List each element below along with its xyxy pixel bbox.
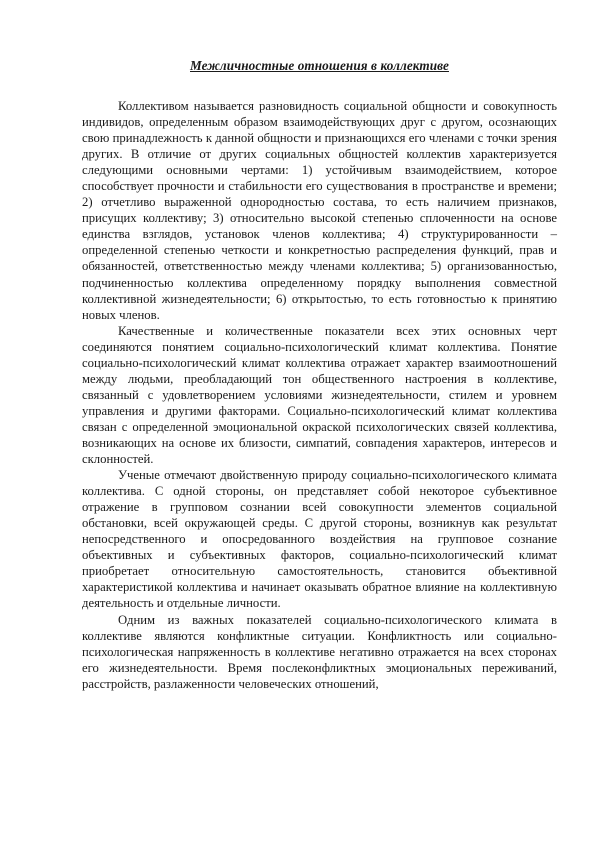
paragraph-dual-nature: Ученые отмечают двойственную природу социально-психологического климата коллектива. С одной стороны, он представляет собой некоторое субъективное отражение в групповом сознании всей совокупности элементов социальной обстановки, всей окружающей среды. С другой стороны, возникнув как результат непосредственного и опосредованного воздействия на групповое сознание объективных и субъективных факторов, социально-психологический климат приобретает относительную самостоятельность, становится объективной характеристикой коллектива и начинает оказывать обратное влияние на коллективную деятельность и отдельные личности. (82, 468, 557, 611)
paragraph-psychological-climate: Качественные и количественные показатели всех этих основных черт соединяются понятием социально-психологический климат коллектива. Понятие социально-психологический климат коллектива отражает характер взаимоотношений между людьми, преобладающий тон общественного настроения в коллективе, связанный с удовлетворением условиями жизнедеятельности, стилем и уровнем управления и другими факторами. Социально-психологический климат коллектива связан с определенной эмоциональной окраской психологических связей коллектива, возникающих на основе их близости, симпатий, совпадения характеров, интересов и склонностей. (82, 323, 557, 467)
paragraph-collective-definition: Коллективом называется разновидность социальной общности и совокупность индивидов, определенным образом взаимодействующих друг с другом, осознающих свою принадлежность к данной общности и признающихся его членами с точки зрения других. В отличие от других социальных общностей коллектив характеризуется следующими основными чертами: 1) устойчивым взаимодействием, которое способствует прочности и стабильности его существования в пространстве и времени; 2) отчетливо выраженной однородностью состава, то есть наличием признаков, присущих коллективу; 3) относительно высокой степенью сплоченности на основе единства взглядов, установок членов коллектива; 4) структурированности – определенной степенью четкости и конкретностью распределения функций, прав и обязанностей, ответственностью между членами коллектива; 5) организованностью, подчиненностью коллектива определенному порядку выполнения совместной коллективной жизнедеятельности; 6) открытостью, то есть готовностью к принятию новых членов. (82, 99, 557, 322)
document-title: Межличностные отношения в коллективе (190, 58, 449, 73)
paragraph-conflict-situations: Одним из важных показателей социально-психологического климата в коллективе являются конфликтные ситуации. Конфликтность или социально-психологическая напряженность в коллективе негативно отражается на всех сторонах его жизнедеятельности. Время послеконфликтных эмоциональных переживаний, расстройств, разлаженности человеческих отношений, (82, 612, 557, 691)
